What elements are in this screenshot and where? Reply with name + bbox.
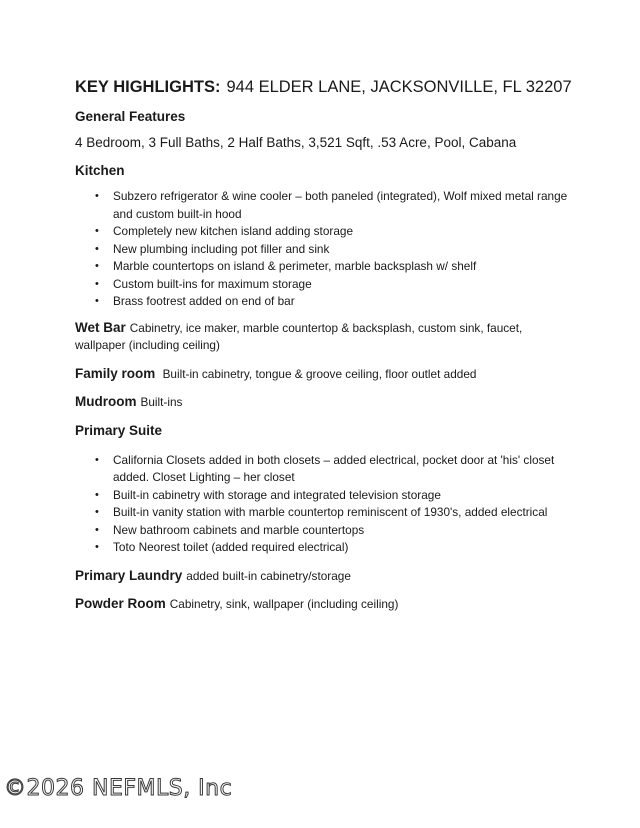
document-page [75, 76, 575, 624]
mudroom-heading: Mudroom [75, 394, 137, 409]
list-item: • Marble countertops on island & perimeter, marble backsplash w/ shelf [113, 258, 575, 276]
bullet-icon: • [95, 277, 99, 290]
family-room-text: Built-in cabinetry, tongue & groove ceiling, floor outlet added [162, 366, 477, 381]
bullet-icon: • [95, 260, 99, 272]
family-room-heading: Family room [75, 365, 156, 381]
powder-room-text: Cabinetry, sink, wallpaper (including ceiling) [169, 597, 399, 611]
list-item: • New bathroom cabinets and marble countertops [113, 522, 575, 540]
title-address: 944 ELDER LANE, JACKSONVILLE, FL 32207 [226, 78, 572, 96]
mudroom-text: Built-ins [140, 395, 183, 409]
powder-room-heading: Powder Room [75, 596, 166, 611]
bullet-icon: • [95, 453, 99, 466]
family-room-section [75, 365, 575, 384]
powder-room-section [75, 595, 575, 614]
primary-laundry-heading: Primary Laundry [75, 567, 183, 583]
list-item: • Built-in cabinetry with storage and integrated television storage [113, 487, 575, 505]
copyright-watermark: ©2026 NEFMLS, Inc [4, 776, 233, 801]
list-item: • Built-in vanity station with marble countertop reminiscent of 1930's, added electrical [113, 504, 575, 522]
bullet-icon: • [95, 506, 99, 518]
list-item: • New plumbing including pot filler and sink [113, 241, 575, 259]
wet-bar-text: Cabinetry, ice maker, marble countertop & backsplash, custom sink, faucet, wallpaper (including ceiling) [75, 320, 523, 352]
primary-suite-list [75, 452, 575, 557]
primary-laundry-section [75, 567, 575, 586]
document-title [75, 76, 575, 99]
list-item: • Brass footrest added on end of bar [113, 293, 575, 311]
list-item: • Completely new kitchen island adding storage [113, 223, 575, 241]
general-features-heading: General Features [75, 109, 186, 124]
list-item: • Subzero refrigerator & wine cooler – both paneled (integrated), Wolf mixed metal range and custom built-in hood [95, 189, 568, 221]
bullet-icon: • [95, 541, 99, 553]
bullet-icon: • [95, 242, 99, 255]
list-item: • Toto Neorest toilet (added required electrical) [113, 539, 575, 557]
bullet-icon: • [95, 190, 99, 202]
wet-bar-heading: Wet Bar [75, 319, 126, 335]
bullet-icon: • [95, 523, 99, 536]
general-features-text: 4 Bedroom, 3 Full Baths, 2 Half Baths, 3,521 Sqft, .53 Acre, Pool, Cabana [75, 135, 517, 150]
wet-bar-section [75, 319, 575, 355]
title-key: KEY HIGHLIGHTS: [75, 78, 221, 96]
primary-suite-heading: Primary Suite [75, 422, 163, 438]
bullet-icon: • [95, 295, 99, 307]
primary-laundry-text: added built-in cabinetry/storage [186, 568, 351, 583]
list-item: • Custom built-ins for maximum storage [113, 276, 575, 294]
kitchen-heading: Kitchen [75, 163, 125, 178]
kitchen-list [75, 188, 575, 311]
mudroom-section [75, 393, 575, 412]
list-item: • California Closets added in both closets – added electrical, pocket door at 'his' closet added. Closet Lighting – her closet [95, 452, 555, 484]
bullet-icon: • [95, 488, 99, 501]
bullet-icon: • [95, 225, 99, 237]
